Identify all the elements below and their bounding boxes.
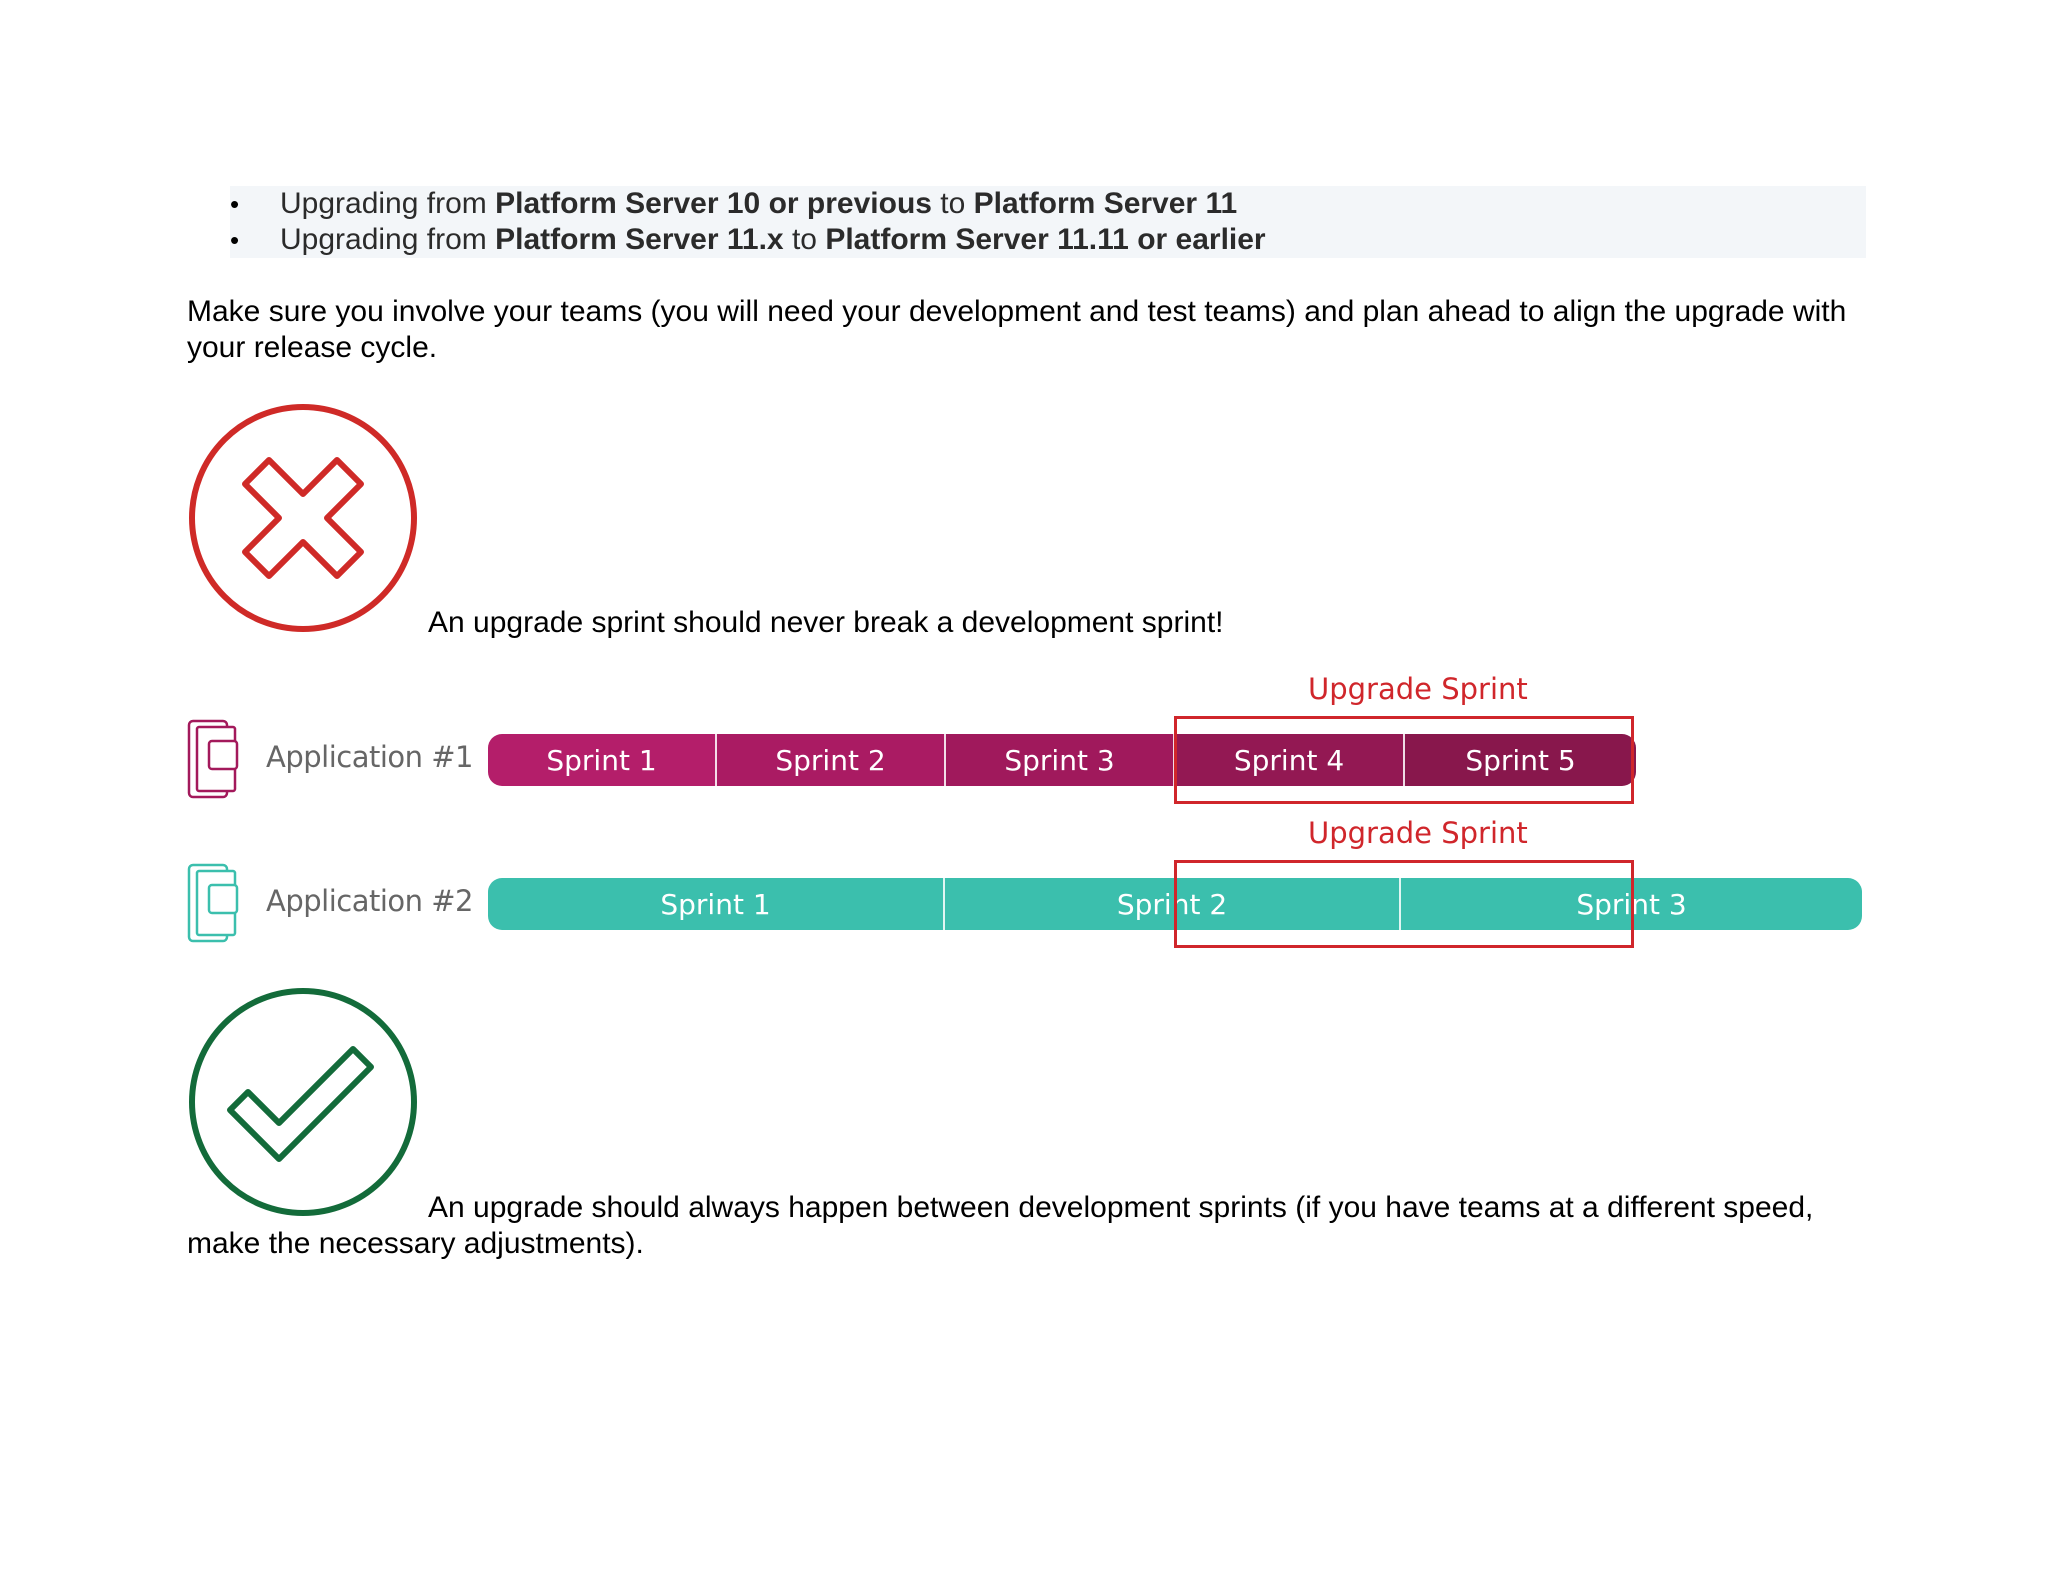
- app2-sprint-1: Sprint 1: [488, 878, 945, 930]
- good-practice-caption: An upgrade should always happen between development sprints (if you have teams at a different speed,: [428, 1191, 1814, 1224]
- app1-sprint-1: Sprint 1: [488, 734, 717, 786]
- bullet-text: [280, 186, 1237, 222]
- check-circle-icon: [186, 985, 422, 1221]
- upgrade-sprint-box-2: [1174, 860, 1634, 948]
- bullet-prefix: Upgrading from: [280, 187, 496, 220]
- app1-sprint-3: Sprint 3: [946, 734, 1175, 786]
- app1-label: Application #1: [266, 740, 474, 774]
- app1-sprint-2: Sprint 2: [717, 734, 946, 786]
- app2-label: Application #2: [266, 884, 474, 918]
- sprint-diagram: [180, 670, 1870, 960]
- app1-device-icon: [186, 718, 242, 807]
- app1-sprint-4: Sprint 4: [1175, 734, 1405, 786]
- bullet-prefix: Upgrading from: [280, 223, 496, 256]
- bullet-connector: to: [931, 187, 974, 220]
- bullet-connector: to: [783, 223, 826, 256]
- x-circle-icon: [186, 400, 422, 636]
- app2-device-icon: [186, 862, 242, 951]
- bullet-to-version: Platform Server 11.11 or earlier: [825, 223, 1266, 256]
- app2-sprint-3: Sprint 3: [1401, 878, 1862, 930]
- bullet-marker: •: [230, 189, 240, 219]
- intro-paragraph: Make sure you involve your teams (you will need your development and test teams) and plan ahead to align the upgrade with your release cycle.: [187, 295, 1847, 364]
- upgrade-sprint-label-2: Upgrade Sprint: [1308, 816, 1528, 850]
- bullet-from-version: Platform Server 10 or previous: [495, 187, 932, 220]
- upgrade-sprint-box-1: [1174, 716, 1634, 804]
- version-bullet-list: [230, 186, 1866, 258]
- bullet-text: [280, 222, 1266, 258]
- good-practice-caption-continued: make the necessary adjustments).: [187, 1227, 644, 1260]
- upgrade-sprint-label-1: Upgrade Sprint: [1308, 672, 1528, 706]
- app1-sprint-5: Sprint 5: [1405, 734, 1636, 786]
- app2-sprint-2: Sprint 2: [945, 878, 1401, 930]
- bullet-to-version: Platform Server 11: [973, 187, 1238, 220]
- bullet-from-version: Platform Server 11.x: [495, 223, 784, 256]
- bad-practice-caption: An upgrade sprint should never break a development sprint!: [428, 606, 1224, 639]
- bullet-marker: •: [230, 225, 240, 255]
